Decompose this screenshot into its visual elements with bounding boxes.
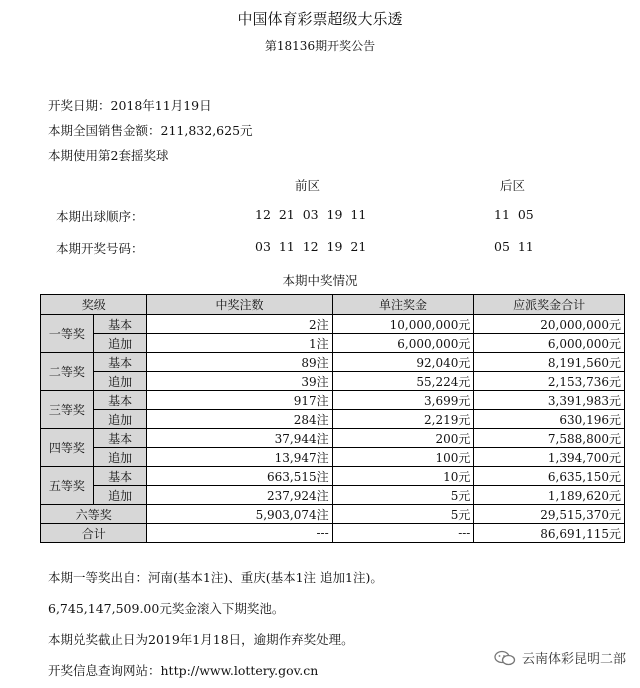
level-name: 二等奖: [41, 353, 94, 391]
winner-count: 37,944注: [147, 429, 332, 448]
table-row: [41, 315, 625, 334]
total-prize: 7,588,800元: [474, 429, 625, 448]
header-unit: 单注奖金: [332, 295, 474, 315]
order-front-numbers: 12 21 03 19 11: [255, 207, 367, 222]
winner-count: 917注: [147, 391, 332, 410]
table-row: [41, 410, 625, 429]
table-row: [41, 467, 625, 486]
table-row: [41, 486, 625, 505]
unit-prize: 5元: [332, 486, 474, 505]
unit-prize: 55,224元: [332, 372, 474, 391]
wechat-icon: [494, 650, 516, 666]
back-area-header: 后区: [500, 178, 526, 193]
unit-prize: 92,040元: [332, 353, 474, 372]
unit-prize: 2,219元: [332, 410, 474, 429]
watermark-text: 云南体彩昆明二部: [521, 652, 626, 667]
page-subtitle: 第18136期开奖公告: [264, 39, 376, 53]
table-row-sum: [41, 524, 625, 543]
total-prize: 29,515,370元: [474, 505, 625, 524]
front-area-header: 前区: [295, 178, 321, 193]
total-prize: 8,191,560元: [474, 353, 625, 372]
winner-count: 2注: [147, 315, 332, 334]
sum-unit: ---: [332, 524, 474, 543]
sub-level: 追加: [93, 486, 147, 505]
total-prize: 2,153,736元: [474, 372, 625, 391]
table-row: [41, 429, 625, 448]
sub-level: 基本: [93, 353, 147, 372]
table-row: [41, 353, 625, 372]
sub-level: 追加: [93, 334, 147, 353]
sub-level: 基本: [93, 315, 147, 334]
first-prize-origin: 本期一等奖出自：河南(基本1注)、重庆(基本1注 追加1注)。: [48, 570, 383, 585]
draw-label: 本期开奖号码：: [56, 241, 144, 256]
sub-level: 追加: [93, 448, 147, 467]
total-prize: 1,394,700元: [474, 448, 625, 467]
winner-count: 39注: [147, 372, 332, 391]
winner-count: 237,924注: [147, 486, 332, 505]
draw-front-numbers: 03 11 12 19 21: [255, 239, 367, 254]
unit-prize: 5元: [332, 505, 474, 524]
level-name: 一等奖: [41, 315, 94, 353]
table-row: [41, 372, 625, 391]
unit-prize: 10元: [332, 467, 474, 486]
prize-table-caption: 本期中奖情况: [282, 273, 358, 288]
winner-count: 13,947注: [147, 448, 332, 467]
prize-table-header-row: [41, 295, 625, 315]
level-name: 六等奖: [41, 505, 147, 524]
sub-level: 追加: [93, 372, 147, 391]
sub-level: 追加: [93, 410, 147, 429]
total-prize: 630,196元: [474, 410, 625, 429]
sub-level: 基本: [93, 391, 147, 410]
unit-prize: 100元: [332, 448, 474, 467]
winner-count: 89注: [147, 353, 332, 372]
winner-count: 663,515注: [147, 467, 332, 486]
order-label: 本期出球顺序：: [56, 209, 144, 224]
prize-table: [40, 294, 625, 543]
total-prize: 3,391,983元: [474, 391, 625, 410]
sales-amount: 本期全国销售金额：211,832,625元: [48, 123, 253, 138]
order-back-numbers: 11 05: [494, 207, 534, 222]
unit-prize: 200元: [332, 429, 474, 448]
sum-label: 合计: [41, 524, 147, 543]
ball-set: 本期使用第2套摇奖球: [48, 148, 169, 163]
query-website: 开奖信息查询网站：http://www.lottery.gov.cn: [48, 663, 319, 678]
winner-count: 5,903,074注: [147, 505, 332, 524]
sub-level: 基本: [93, 467, 147, 486]
table-row: [41, 334, 625, 353]
header-total: 应派奖金合计: [474, 295, 625, 315]
jackpot-rollover: 6,745,147,509.00元奖金滚入下期奖池。: [48, 601, 285, 616]
header-level: 奖级: [41, 295, 147, 315]
watermark: [494, 648, 626, 667]
total-prize: 6,000,000元: [474, 334, 625, 353]
level-name: 三等奖: [41, 391, 94, 429]
claim-deadline: 本期兑奖截止日为2019年1月18日，逾期作弃奖处理。: [48, 632, 354, 647]
unit-prize: 3,699元: [332, 391, 474, 410]
page-title: 中国体育彩票超级大乐透: [237, 10, 403, 28]
winner-count: 284注: [147, 410, 332, 429]
table-row: [41, 391, 625, 410]
table-row: [41, 448, 625, 467]
total-prize: 1,189,620元: [474, 486, 625, 505]
header-count: 中奖注数: [147, 295, 332, 315]
total-prize: 20,000,000元: [474, 315, 625, 334]
sum-count: ---: [147, 524, 332, 543]
draw-date: 开奖日期：2018年11月19日: [48, 98, 212, 113]
table-row-sixth: [41, 505, 625, 524]
draw-back-numbers: 05 11: [494, 239, 534, 254]
sub-level: 基本: [93, 429, 147, 448]
level-name: 五等奖: [41, 467, 94, 505]
unit-prize: 10,000,000元: [332, 315, 474, 334]
winner-count: 1注: [147, 334, 332, 353]
unit-prize: 6,000,000元: [332, 334, 474, 353]
level-name: 四等奖: [41, 429, 94, 467]
sum-total: 86,691,115元: [474, 524, 625, 543]
total-prize: 6,635,150元: [474, 467, 625, 486]
